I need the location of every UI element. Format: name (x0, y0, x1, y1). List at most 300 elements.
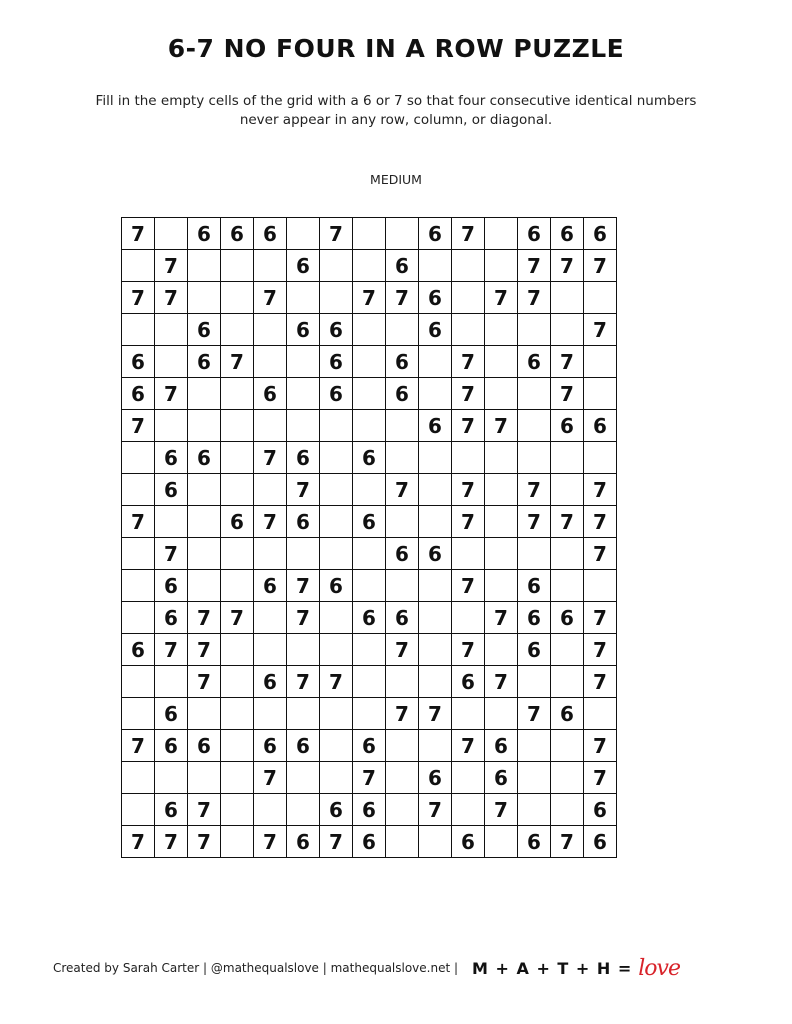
grid-row (122, 570, 617, 602)
given-cell: 6 (584, 410, 617, 442)
given-cell: 7 (221, 602, 254, 634)
empty-cell[interactable] (551, 538, 584, 570)
empty-cell[interactable] (188, 570, 221, 602)
empty-cell[interactable] (287, 762, 320, 794)
grid-row (122, 506, 617, 538)
empty-cell[interactable] (485, 634, 518, 666)
given-cell: 7 (584, 762, 617, 794)
given-cell: 7 (320, 826, 353, 858)
empty-cell[interactable] (551, 570, 584, 602)
empty-cell[interactable] (188, 250, 221, 282)
empty-cell[interactable] (320, 538, 353, 570)
empty-cell[interactable] (551, 730, 584, 762)
given-cell: 7 (287, 570, 320, 602)
empty-cell[interactable] (221, 762, 254, 794)
given-cell: 6 (584, 794, 617, 826)
empty-cell[interactable] (452, 698, 485, 730)
given-cell: 6 (386, 346, 419, 378)
empty-cell[interactable] (518, 442, 551, 474)
empty-cell[interactable] (518, 730, 551, 762)
empty-cell[interactable] (122, 602, 155, 634)
empty-cell[interactable] (551, 442, 584, 474)
given-cell: 6 (221, 218, 254, 250)
given-cell: 6 (386, 378, 419, 410)
given-cell: 6 (287, 506, 320, 538)
given-cell: 7 (353, 762, 386, 794)
given-cell: 7 (122, 826, 155, 858)
empty-cell[interactable] (254, 474, 287, 506)
empty-cell[interactable] (386, 506, 419, 538)
given-cell: 7 (518, 506, 551, 538)
empty-cell[interactable] (254, 634, 287, 666)
empty-cell[interactable] (320, 762, 353, 794)
empty-cell[interactable] (221, 410, 254, 442)
given-cell: 6 (254, 666, 287, 698)
given-cell: 6 (122, 634, 155, 666)
empty-cell[interactable] (584, 698, 617, 730)
empty-cell[interactable] (287, 282, 320, 314)
empty-cell[interactable] (320, 602, 353, 634)
given-cell: 7 (452, 570, 485, 602)
grid-row (122, 346, 617, 378)
given-cell: 7 (551, 826, 584, 858)
footer-credit: Created by Sarah Carter | @mathequalslove | mathequalslove.net | (53, 961, 459, 975)
given-cell: 7 (485, 602, 518, 634)
given-cell: 7 (155, 378, 188, 410)
given-cell: 7 (353, 282, 386, 314)
empty-cell[interactable] (584, 442, 617, 474)
empty-cell[interactable] (419, 250, 452, 282)
empty-cell[interactable] (485, 378, 518, 410)
grid-row (122, 602, 617, 634)
given-cell: 6 (419, 314, 452, 346)
empty-cell[interactable] (122, 570, 155, 602)
empty-cell[interactable] (188, 538, 221, 570)
empty-cell[interactable] (287, 538, 320, 570)
given-cell: 7 (485, 666, 518, 698)
given-cell: 7 (287, 474, 320, 506)
empty-cell[interactable] (221, 826, 254, 858)
empty-cell[interactable] (419, 474, 452, 506)
empty-cell[interactable] (287, 698, 320, 730)
given-cell: 6 (353, 442, 386, 474)
empty-cell[interactable] (155, 506, 188, 538)
given-cell: 7 (122, 282, 155, 314)
given-cell: 7 (485, 410, 518, 442)
given-cell: 6 (155, 794, 188, 826)
empty-cell[interactable] (155, 666, 188, 698)
empty-cell[interactable] (320, 474, 353, 506)
given-cell: 7 (254, 826, 287, 858)
given-cell: 7 (254, 506, 287, 538)
empty-cell[interactable] (485, 570, 518, 602)
grid-row (122, 826, 617, 858)
empty-cell[interactable] (485, 506, 518, 538)
empty-cell[interactable] (221, 730, 254, 762)
given-cell: 6 (353, 506, 386, 538)
empty-cell[interactable] (452, 314, 485, 346)
given-cell: 7 (485, 794, 518, 826)
given-cell: 6 (188, 730, 221, 762)
empty-cell[interactable] (353, 474, 386, 506)
grid-row (122, 250, 617, 282)
empty-cell[interactable] (419, 826, 452, 858)
empty-cell[interactable] (287, 346, 320, 378)
empty-cell[interactable] (353, 378, 386, 410)
given-cell: 6 (320, 794, 353, 826)
empty-cell[interactable] (122, 538, 155, 570)
given-cell: 7 (584, 538, 617, 570)
empty-cell[interactable] (122, 314, 155, 346)
empty-cell[interactable] (188, 506, 221, 538)
given-cell: 7 (584, 634, 617, 666)
empty-cell[interactable] (419, 346, 452, 378)
given-cell: 7 (485, 282, 518, 314)
instructions (80, 92, 712, 130)
empty-cell[interactable] (287, 378, 320, 410)
given-cell: 7 (584, 666, 617, 698)
grid-row (122, 410, 617, 442)
grid-row (122, 762, 617, 794)
puzzle-title: 6-7 NO FOUR IN A ROW PUZZLE (167, 34, 625, 63)
empty-cell[interactable] (419, 634, 452, 666)
empty-cell[interactable] (452, 762, 485, 794)
given-cell: 7 (320, 666, 353, 698)
empty-cell[interactable] (254, 538, 287, 570)
given-cell: 7 (254, 442, 287, 474)
empty-cell[interactable] (254, 314, 287, 346)
given-cell: 7 (386, 698, 419, 730)
given-cell: 7 (386, 634, 419, 666)
given-cell: 6 (287, 730, 320, 762)
empty-cell[interactable] (221, 282, 254, 314)
empty-cell[interactable] (155, 762, 188, 794)
given-cell: 6 (320, 314, 353, 346)
empty-cell[interactable] (320, 410, 353, 442)
footer (53, 955, 753, 981)
empty-cell[interactable] (254, 250, 287, 282)
given-cell: 6 (122, 346, 155, 378)
empty-cell[interactable] (122, 666, 155, 698)
given-cell: 6 (518, 570, 551, 602)
empty-cell[interactable] (287, 794, 320, 826)
given-cell: 6 (551, 218, 584, 250)
empty-cell[interactable] (287, 634, 320, 666)
empty-cell[interactable] (320, 250, 353, 282)
empty-cell[interactable] (353, 538, 386, 570)
instructions-line-1: Fill in the empty cells of the grid with a 6 or 7 so that four consecutive identical numbers (95, 93, 697, 109)
empty-cell[interactable] (353, 666, 386, 698)
given-cell: 6 (221, 506, 254, 538)
given-cell: 6 (287, 826, 320, 858)
given-cell: 7 (188, 826, 221, 858)
given-cell: 7 (584, 506, 617, 538)
given-cell: 7 (518, 698, 551, 730)
given-cell: 7 (452, 218, 485, 250)
empty-cell[interactable] (518, 378, 551, 410)
empty-cell[interactable] (452, 250, 485, 282)
given-cell: 7 (254, 282, 287, 314)
empty-cell[interactable] (551, 634, 584, 666)
empty-cell[interactable] (386, 730, 419, 762)
empty-cell[interactable] (320, 730, 353, 762)
given-cell: 6 (518, 826, 551, 858)
given-cell: 7 (122, 218, 155, 250)
given-cell: 7 (551, 378, 584, 410)
empty-cell[interactable] (320, 698, 353, 730)
empty-cell[interactable] (254, 794, 287, 826)
empty-cell[interactable] (386, 762, 419, 794)
empty-cell[interactable] (452, 538, 485, 570)
empty-cell[interactable] (353, 634, 386, 666)
empty-cell[interactable] (485, 826, 518, 858)
empty-cell[interactable] (353, 218, 386, 250)
empty-cell[interactable] (221, 442, 254, 474)
given-cell: 7 (452, 506, 485, 538)
given-cell: 6 (353, 602, 386, 634)
empty-cell[interactable] (188, 698, 221, 730)
footer-love-logo: love (638, 955, 680, 981)
empty-cell[interactable] (551, 762, 584, 794)
given-cell: 6 (155, 602, 188, 634)
given-cell: 7 (386, 474, 419, 506)
empty-cell[interactable] (485, 698, 518, 730)
empty-cell[interactable] (485, 218, 518, 250)
given-cell: 7 (155, 634, 188, 666)
empty-cell[interactable] (386, 570, 419, 602)
empty-cell[interactable] (320, 282, 353, 314)
given-cell: 7 (452, 378, 485, 410)
given-cell: 6 (287, 442, 320, 474)
grid-row (122, 474, 617, 506)
given-cell: 6 (419, 282, 452, 314)
given-cell: 6 (353, 826, 386, 858)
given-cell: 7 (518, 250, 551, 282)
empty-cell[interactable] (485, 538, 518, 570)
empty-cell[interactable] (188, 378, 221, 410)
grid-row (122, 378, 617, 410)
empty-cell[interactable] (254, 410, 287, 442)
empty-cell[interactable] (221, 666, 254, 698)
empty-cell[interactable] (353, 314, 386, 346)
given-cell: 7 (122, 730, 155, 762)
empty-cell[interactable] (221, 570, 254, 602)
given-cell: 7 (584, 602, 617, 634)
given-cell: 6 (419, 218, 452, 250)
given-cell: 6 (452, 666, 485, 698)
empty-cell[interactable] (419, 506, 452, 538)
given-cell: 7 (254, 762, 287, 794)
given-cell: 6 (155, 474, 188, 506)
empty-cell[interactable] (122, 442, 155, 474)
given-cell: 7 (452, 634, 485, 666)
given-cell: 6 (287, 314, 320, 346)
empty-cell[interactable] (254, 698, 287, 730)
empty-cell[interactable] (287, 218, 320, 250)
given-cell: 6 (254, 570, 287, 602)
empty-cell[interactable] (584, 378, 617, 410)
empty-cell[interactable] (320, 634, 353, 666)
given-cell: 7 (452, 730, 485, 762)
empty-cell[interactable] (419, 666, 452, 698)
given-cell: 6 (584, 826, 617, 858)
given-cell: 6 (551, 602, 584, 634)
puzzle-grid (121, 217, 617, 858)
given-cell: 7 (287, 666, 320, 698)
empty-cell[interactable] (221, 698, 254, 730)
given-cell: 7 (155, 538, 188, 570)
empty-cell[interactable] (155, 346, 188, 378)
given-cell: 7 (419, 794, 452, 826)
given-cell: 6 (551, 698, 584, 730)
grid-row (122, 218, 617, 250)
empty-cell[interactable] (254, 346, 287, 378)
empty-cell[interactable] (419, 378, 452, 410)
given-cell: 6 (320, 378, 353, 410)
empty-cell[interactable] (155, 218, 188, 250)
empty-cell[interactable] (485, 250, 518, 282)
given-cell: 6 (518, 346, 551, 378)
empty-cell[interactable] (584, 570, 617, 602)
empty-cell[interactable] (353, 346, 386, 378)
empty-cell[interactable] (320, 506, 353, 538)
given-cell: 7 (584, 250, 617, 282)
grid-row (122, 698, 617, 730)
footer-brand: M + A + T + H = (472, 958, 633, 978)
given-cell: 7 (155, 282, 188, 314)
empty-cell[interactable] (584, 282, 617, 314)
empty-cell[interactable] (518, 410, 551, 442)
empty-cell[interactable] (386, 410, 419, 442)
empty-cell[interactable] (419, 570, 452, 602)
empty-cell[interactable] (551, 474, 584, 506)
given-cell: 6 (155, 570, 188, 602)
given-cell: 6 (386, 250, 419, 282)
empty-cell[interactable] (551, 282, 584, 314)
empty-cell[interactable] (221, 474, 254, 506)
empty-cell[interactable] (320, 442, 353, 474)
given-cell: 6 (155, 730, 188, 762)
given-cell: 7 (320, 218, 353, 250)
empty-cell[interactable] (419, 730, 452, 762)
given-cell: 6 (584, 218, 617, 250)
instructions-line-2: never appear in any row, column, or diagonal. (239, 112, 553, 128)
empty-cell[interactable] (353, 410, 386, 442)
given-cell: 6 (452, 826, 485, 858)
empty-cell[interactable] (287, 410, 320, 442)
empty-cell[interactable] (518, 314, 551, 346)
given-cell: 6 (254, 378, 287, 410)
given-cell: 6 (122, 378, 155, 410)
empty-cell[interactable] (551, 314, 584, 346)
grid-row (122, 442, 617, 474)
empty-cell[interactable] (386, 794, 419, 826)
empty-cell[interactable] (221, 250, 254, 282)
empty-cell[interactable] (452, 282, 485, 314)
given-cell: 6 (353, 730, 386, 762)
empty-cell[interactable] (419, 442, 452, 474)
empty-cell[interactable] (221, 794, 254, 826)
given-cell: 7 (584, 474, 617, 506)
empty-cell[interactable] (485, 346, 518, 378)
given-cell: 7 (518, 474, 551, 506)
grid-row (122, 794, 617, 826)
empty-cell[interactable] (485, 474, 518, 506)
empty-cell[interactable] (122, 794, 155, 826)
empty-cell[interactable] (188, 762, 221, 794)
empty-cell[interactable] (122, 698, 155, 730)
given-cell: 6 (188, 346, 221, 378)
empty-cell[interactable] (386, 314, 419, 346)
empty-cell[interactable] (452, 442, 485, 474)
empty-cell[interactable] (386, 442, 419, 474)
empty-cell[interactable] (518, 538, 551, 570)
empty-cell[interactable] (188, 282, 221, 314)
given-cell: 7 (518, 282, 551, 314)
empty-cell[interactable] (518, 794, 551, 826)
empty-cell[interactable] (254, 602, 287, 634)
empty-cell[interactable] (188, 474, 221, 506)
empty-cell[interactable] (188, 410, 221, 442)
given-cell: 6 (188, 218, 221, 250)
given-cell: 7 (584, 314, 617, 346)
grid-row (122, 730, 617, 762)
empty-cell[interactable] (551, 794, 584, 826)
empty-cell[interactable] (155, 410, 188, 442)
empty-cell[interactable] (353, 698, 386, 730)
empty-cell[interactable] (122, 762, 155, 794)
given-cell: 6 (485, 730, 518, 762)
empty-cell[interactable] (221, 314, 254, 346)
given-cell: 6 (155, 698, 188, 730)
empty-cell[interactable] (518, 762, 551, 794)
empty-cell[interactable] (485, 442, 518, 474)
empty-cell[interactable] (518, 666, 551, 698)
empty-cell[interactable] (419, 602, 452, 634)
given-cell: 7 (188, 602, 221, 634)
empty-cell[interactable] (155, 314, 188, 346)
given-cell: 6 (518, 602, 551, 634)
empty-cell[interactable] (221, 378, 254, 410)
empty-cell[interactable] (221, 634, 254, 666)
given-cell: 6 (353, 794, 386, 826)
given-cell: 6 (518, 218, 551, 250)
empty-cell[interactable] (386, 826, 419, 858)
given-cell: 6 (155, 442, 188, 474)
empty-cell[interactable] (353, 250, 386, 282)
given-cell: 7 (122, 506, 155, 538)
empty-cell[interactable] (485, 314, 518, 346)
empty-cell[interactable] (551, 666, 584, 698)
given-cell: 6 (551, 410, 584, 442)
empty-cell[interactable] (122, 474, 155, 506)
given-cell: 6 (386, 602, 419, 634)
empty-cell[interactable] (452, 602, 485, 634)
grid-row (122, 314, 617, 346)
empty-cell[interactable] (122, 250, 155, 282)
given-cell: 7 (452, 410, 485, 442)
given-cell: 6 (419, 762, 452, 794)
empty-cell[interactable] (452, 794, 485, 826)
empty-cell[interactable] (221, 538, 254, 570)
given-cell: 6 (254, 218, 287, 250)
empty-cell[interactable] (353, 570, 386, 602)
empty-cell[interactable] (584, 346, 617, 378)
empty-cell[interactable] (386, 666, 419, 698)
empty-cell[interactable] (386, 218, 419, 250)
given-cell: 6 (320, 570, 353, 602)
given-cell: 7 (551, 506, 584, 538)
